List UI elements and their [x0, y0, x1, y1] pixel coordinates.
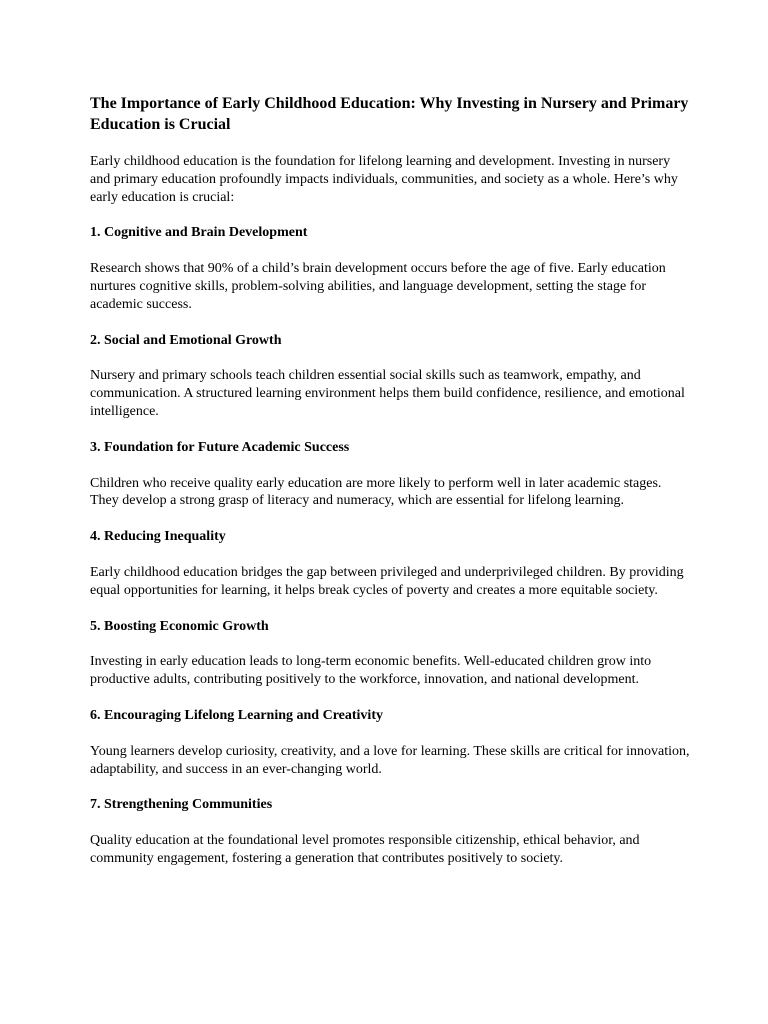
- section-body-creativity: Young learners develop curiosity, creativity, and a love for learning. These skills are critical for innovation, adaptability, and success in an ever-changing world.: [90, 743, 690, 777]
- section-body-cognitive: Research shows that 90% of a child’s brain development occurs before the age of five. Early education nurtures cognitive skills, problem-solving abilities, and language development, setting the stage for academic success.: [90, 261, 666, 312]
- section-heading-economic: 5. Boosting Economic Growth: [90, 618, 269, 634]
- section-heading-creativity: 6. Encouraging Lifelong Learning and Creativity: [90, 707, 383, 723]
- section-body-academic: Children who receive quality early education are more likely to perform well in later academic stages. They develop a strong grasp of literacy and numeracy, which are essential for lifelong learning.: [90, 475, 662, 509]
- intro-paragraph: Early childhood education is the foundation for lifelong learning and development. Investing in nursery and primary education profoundly impacts individuals, communities, and society as a whole. Here’s why early education is crucial:: [90, 154, 678, 205]
- section-body-communities: Quality education at the foundational level promotes responsible citizenship, ethical behavior, and community engagement, fostering a generation that contributes positively to society.: [90, 833, 640, 866]
- section-heading-academic: 3. Foundation for Future Academic Success: [90, 439, 350, 455]
- document-title: The Importance of Early Childhood Education: Why Investing in Nursery and Primary Education is Crucial: [90, 95, 689, 133]
- section-heading-communities: 7. Strengthening Communities: [90, 797, 273, 813]
- section-body-economic: Investing in early education leads to long-term economic benefits. Well-educated children grow into productive adults, contributing positively to the workforce, innovation, and national development.: [90, 654, 652, 688]
- section-heading-inequality: 4. Reducing Inequality: [90, 529, 226, 545]
- section-heading-cognitive: 1. Cognitive and Brain Development: [90, 225, 308, 241]
- document-page: [90, 93, 690, 868]
- section-body-social: Nursery and primary schools teach children essential social skills such as teamwork, empathy, and communication. A structured learning environment helps them build confidence, resilience, and emotional intelligence.: [90, 368, 685, 419]
- section-heading-social: 2. Social and Emotional Growth: [90, 332, 282, 348]
- section-body-inequality: Early childhood education bridges the gap between privileged and underprivileged children. By providing equal opportunities for learning, it helps break cycles of poverty and creates a more equitable society.: [90, 564, 684, 598]
